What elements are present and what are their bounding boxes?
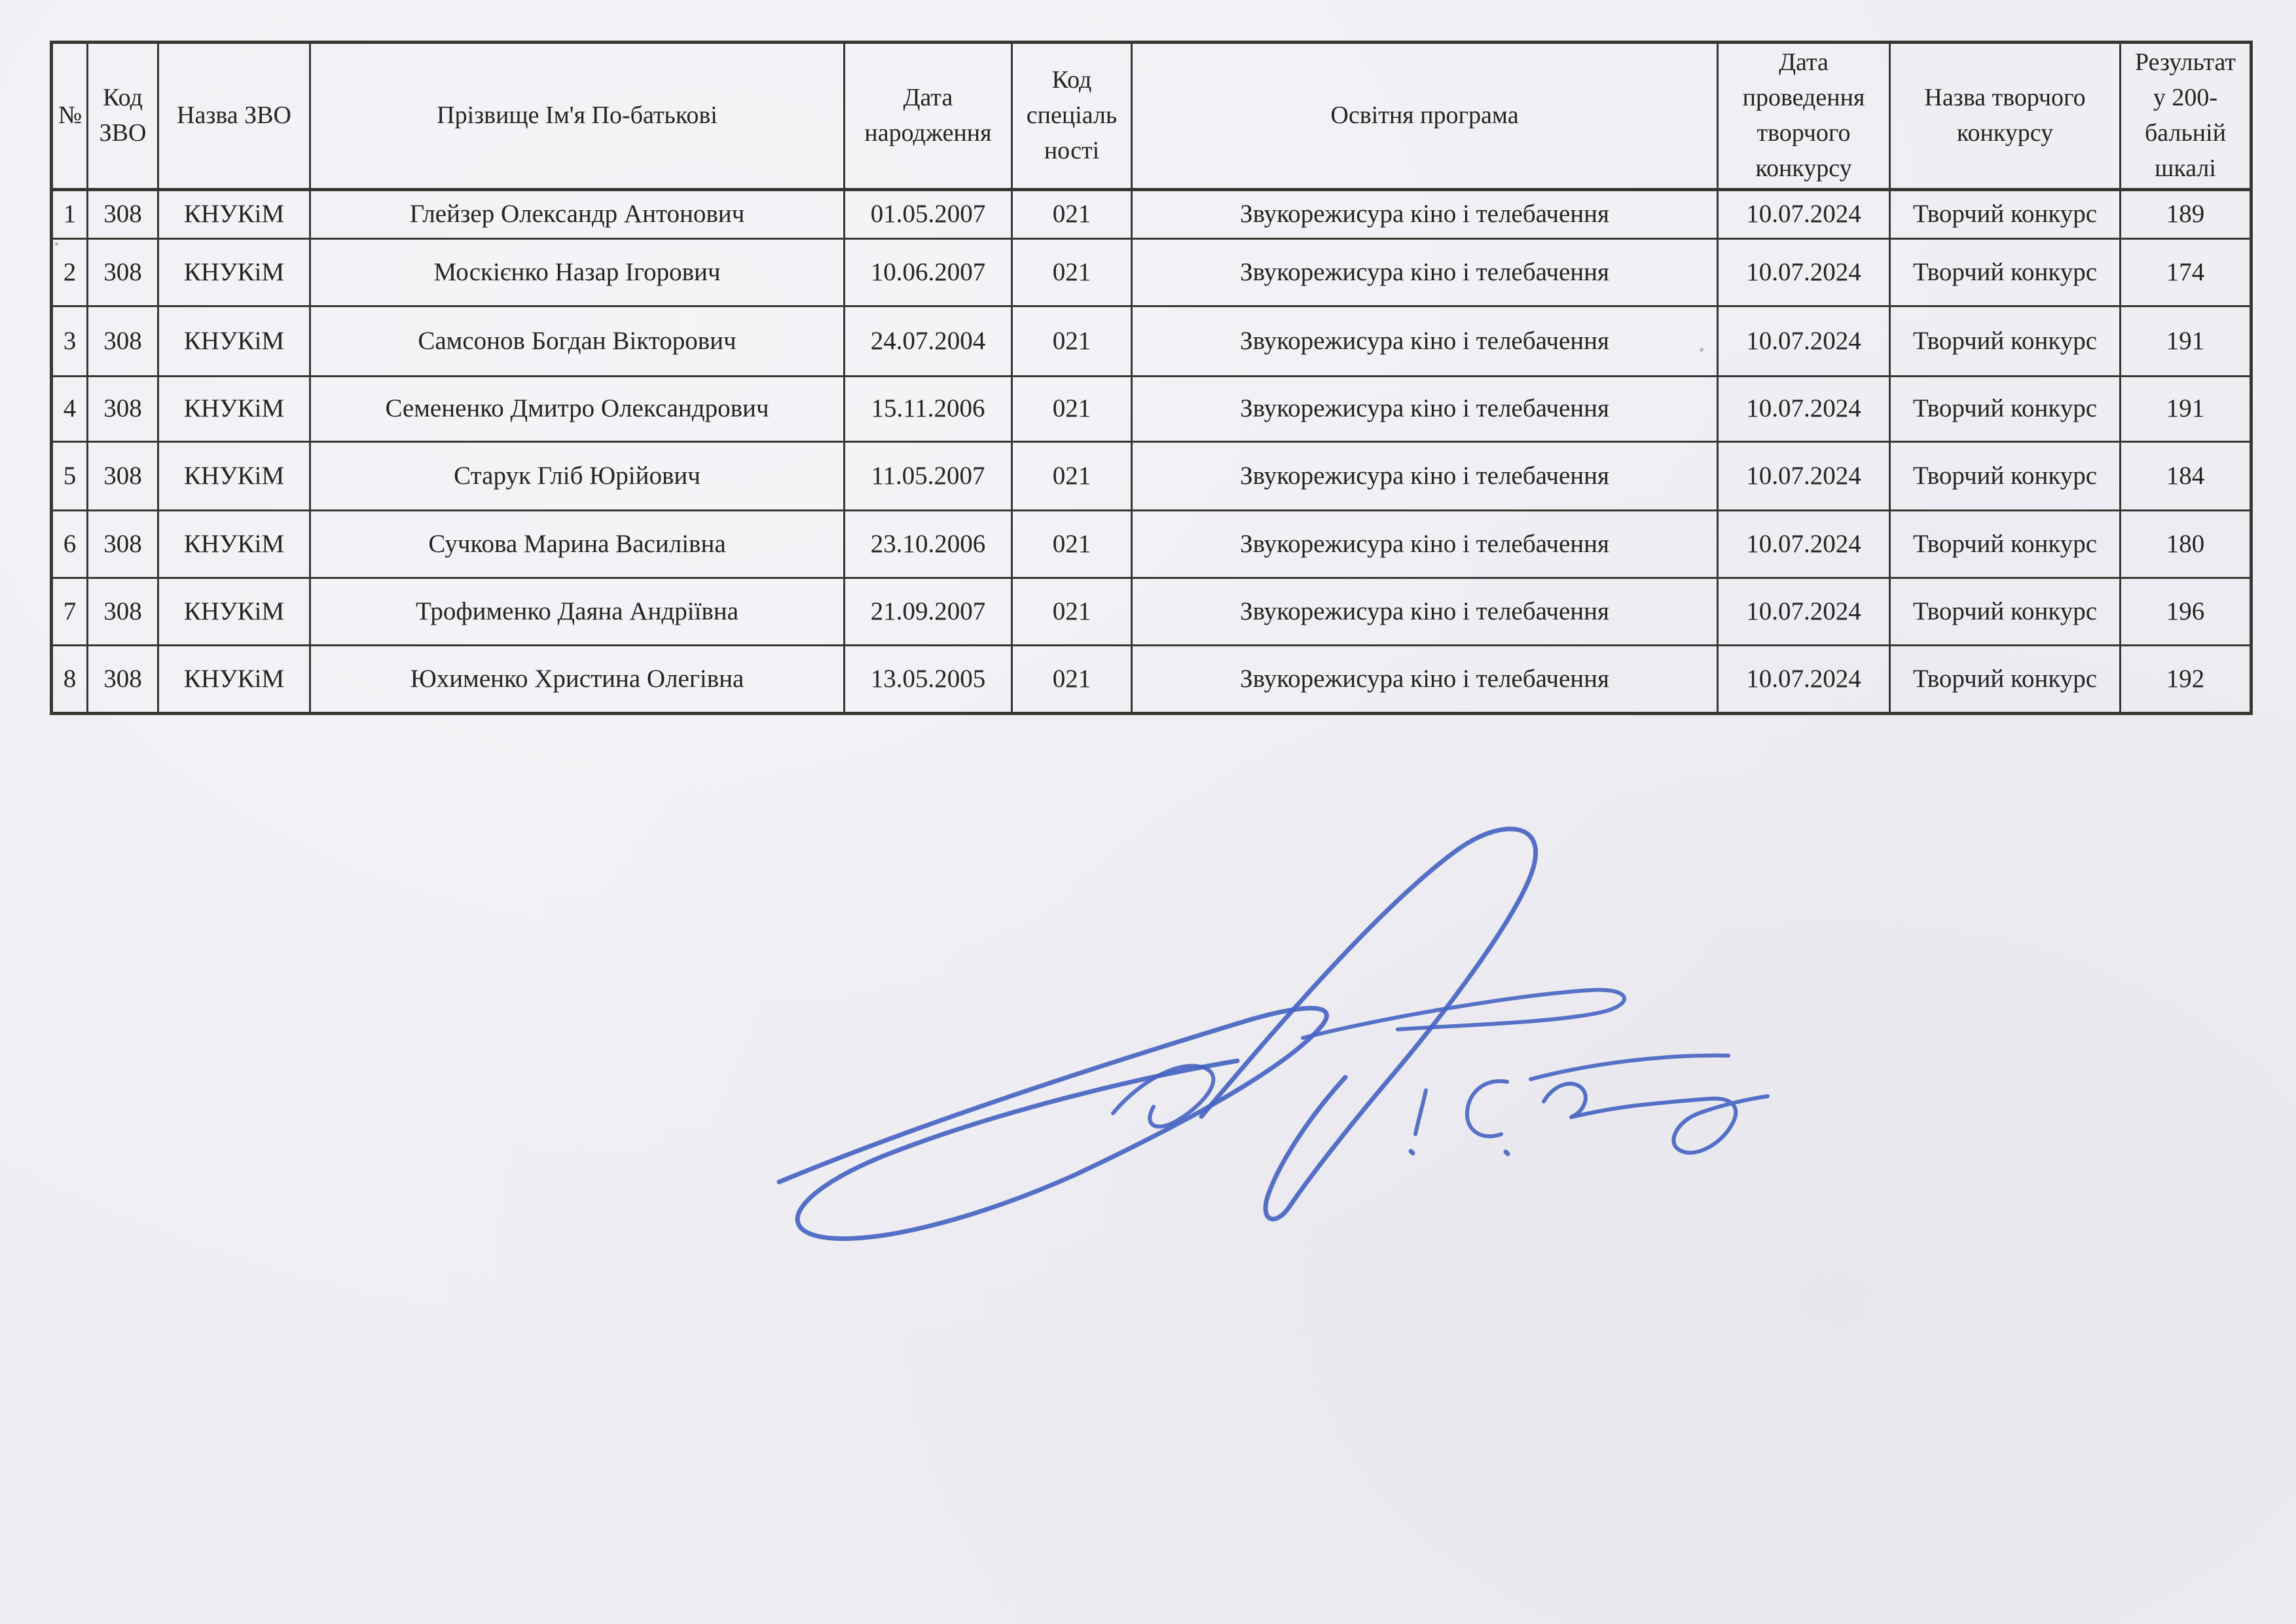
cell-r7-c8: 10.07.2024: [1718, 578, 1890, 646]
table-row: [52, 646, 2251, 714]
cell-r7-c4: Трофименко Даяна Андріївна: [310, 578, 845, 646]
scan-speck: [1700, 348, 1704, 352]
cell-r1-c1: 1: [52, 190, 88, 239]
cell-r6-c5: 23.10.2006: [845, 511, 1012, 578]
cell-r7-c3: КНУКіМ: [158, 578, 310, 646]
cell-r7-c1: 7: [52, 578, 88, 646]
column-header-4: Прізвище Ім'я По-батькові: [310, 43, 845, 190]
signature-surname-body: [1544, 1084, 1768, 1153]
cell-r4-c6: 021: [1012, 377, 1132, 442]
cell-r8-c8: 10.07.2024: [1718, 646, 1890, 714]
cell-r1-c5: 01.05.2007: [845, 190, 1012, 239]
table-body: [52, 190, 2251, 714]
cell-r6-c9: Творчий конкурс: [1890, 511, 2121, 578]
cell-r2-c2: 308: [88, 239, 158, 306]
cell-r1-c6: 021: [1012, 190, 1132, 239]
cell-r6-c4: Сучкова Марина Василівна: [310, 511, 845, 578]
cell-r5-c3: КНУКіМ: [158, 442, 310, 511]
cell-r4-c4: Семененко Дмитро Олександрович: [310, 377, 845, 442]
cell-r3-c9: Творчий конкурс: [1890, 306, 2121, 377]
cell-r8-c7: Звукорежисура кіно і телебачення: [1132, 646, 1718, 714]
table-row: [52, 306, 2251, 377]
cell-r5-c4: Старук Гліб Юрійович: [310, 442, 845, 511]
column-header-2: Код ЗВО: [88, 43, 158, 190]
cell-r1-c4: Глейзер Олександр Антонович: [310, 190, 845, 239]
cell-r7-c9: Творчий конкурс: [1890, 578, 2121, 646]
table-row: [52, 442, 2251, 511]
table-row: [52, 511, 2251, 578]
cell-r3-c6: 021: [1012, 306, 1132, 377]
cell-r3-c2: 308: [88, 306, 158, 377]
cell-r3-c8: 10.07.2024: [1718, 306, 1890, 377]
column-header-6: Код спеціаль ності: [1012, 43, 1132, 190]
scan-speck: [55, 242, 58, 246]
results-table: [50, 41, 2253, 715]
signature-mid-loops: [1113, 1066, 1213, 1127]
cell-r7-c5: 21.09.2007: [845, 578, 1012, 646]
cell-r3-c7: Звукорежисура кіно і телебачення: [1132, 306, 1718, 377]
cell-r1-c10: 189: [2121, 190, 2251, 239]
table-row: [52, 239, 2251, 306]
cell-r2-c10: 174: [2121, 239, 2251, 306]
cell-r4-c9: Творчий конкурс: [1890, 377, 2121, 442]
cell-r1-c9: Творчий конкурс: [1890, 190, 2121, 239]
cell-r1-c2: 308: [88, 190, 158, 239]
cell-r3-c3: КНУКіМ: [158, 306, 310, 377]
cell-r6-c8: 10.07.2024: [1718, 511, 1890, 578]
cell-r5-c9: Творчий конкурс: [1890, 442, 2121, 511]
cell-r5-c1: 5: [52, 442, 88, 511]
cell-r1-c7: Звукорежисура кіно і телебачення: [1132, 190, 1718, 239]
cell-r6-c6: 021: [1012, 511, 1132, 578]
cell-r6-c7: Звукорежисура кіно і телебачення: [1132, 511, 1718, 578]
cell-r2-c6: 021: [1012, 239, 1132, 306]
cell-r3-c5: 24.07.2004: [845, 306, 1012, 377]
column-header-3: Назва ЗВО: [158, 43, 310, 190]
column-header-5: Дата народження: [845, 43, 1012, 190]
signature-flourish-tail: [779, 1008, 1326, 1239]
column-header-7: Освітня програма: [1132, 43, 1718, 190]
table-row: [52, 377, 2251, 442]
cell-r2-c3: КНУКіМ: [158, 239, 310, 306]
cell-r2-c1: 2: [52, 239, 88, 306]
cell-r8-c2: 308: [88, 646, 158, 714]
cell-r6-c1: 6: [52, 511, 88, 578]
cell-r2-c5: 10.06.2007: [845, 239, 1012, 306]
cell-r1-c3: КНУКіМ: [158, 190, 310, 239]
cell-r8-c6: 021: [1012, 646, 1132, 714]
column-header-1: №: [52, 43, 88, 190]
cell-r7-c6: 021: [1012, 578, 1132, 646]
cell-r8-c9: Творчий конкурс: [1890, 646, 2121, 714]
cell-r8-c4: Юхименко Христина Олегівна: [310, 646, 845, 714]
cell-r5-c6: 021: [1012, 442, 1132, 511]
cell-r7-c7: Звукорежисура кіно і телебачення: [1132, 578, 1718, 646]
cell-r6-c3: КНУКіМ: [158, 511, 310, 578]
cell-r8-c1: 8: [52, 646, 88, 714]
cell-r4-c7: Звукорежисура кіно і телебачення: [1132, 377, 1718, 442]
signature-initial-i: [1415, 1090, 1426, 1134]
cell-r3-c1: 3: [52, 306, 88, 377]
cell-r2-c4: Москієнко Назар Ігорович: [310, 239, 845, 306]
cell-r8-c3: КНУКіМ: [158, 646, 310, 714]
cell-r3-c10: 191: [2121, 306, 2251, 377]
cell-r7-c2: 308: [88, 578, 158, 646]
column-header-10: Результат у 200- бальній шкалі: [2121, 43, 2251, 190]
cell-r5-c7: Звукорежисура кіно і телебачення: [1132, 442, 1718, 511]
cell-r7-c10: 196: [2121, 578, 2251, 646]
cell-r5-c2: 308: [88, 442, 158, 511]
cell-r2-c9: Творчий конкурс: [1890, 239, 2121, 306]
cell-r4-c5: 15.11.2006: [845, 377, 1012, 442]
cell-r3-c4: Самсонов Богдан Вікторович: [310, 306, 845, 377]
cell-r1-c8: 10.07.2024: [1718, 190, 1890, 239]
cell-r4-c2: 308: [88, 377, 158, 442]
signature-initial-s-dot: [1506, 1152, 1508, 1154]
cell-r5-c5: 11.05.2007: [845, 442, 1012, 511]
cell-r8-c5: 13.05.2005: [845, 646, 1012, 714]
column-header-9: Назва творчого конкурсу: [1890, 43, 2121, 190]
column-header-8: Дата проведення творчого конкурсу: [1718, 43, 1890, 190]
signature-ink: [720, 819, 1833, 1264]
cell-r6-c10: 180: [2121, 511, 2251, 578]
cell-r4-c10: 191: [2121, 377, 2251, 442]
signature-initial-s: [1467, 1081, 1507, 1136]
cell-r5-c8: 10.07.2024: [1718, 442, 1890, 511]
signature-horizontal-flourish: [1303, 990, 1624, 1038]
cell-r4-c1: 4: [52, 377, 88, 442]
cell-r4-c8: 10.07.2024: [1718, 377, 1890, 442]
cell-r4-c3: КНУКіМ: [158, 377, 310, 442]
cell-r6-c2: 308: [88, 511, 158, 578]
cell-r2-c7: Звукорежисура кіно і телебачення: [1132, 239, 1718, 306]
table-row: [52, 190, 2251, 239]
cell-r2-c8: 10.07.2024: [1718, 239, 1890, 306]
handwritten-signature: [720, 819, 1833, 1264]
table-row: [52, 578, 2251, 646]
signature-initial-i-dot: [1411, 1151, 1413, 1153]
cell-r8-c10: 192: [2121, 646, 2251, 714]
table-header-row: [52, 43, 2251, 190]
signature-surname-topbar: [1531, 1056, 1728, 1079]
cell-r5-c10: 184: [2121, 442, 2251, 511]
